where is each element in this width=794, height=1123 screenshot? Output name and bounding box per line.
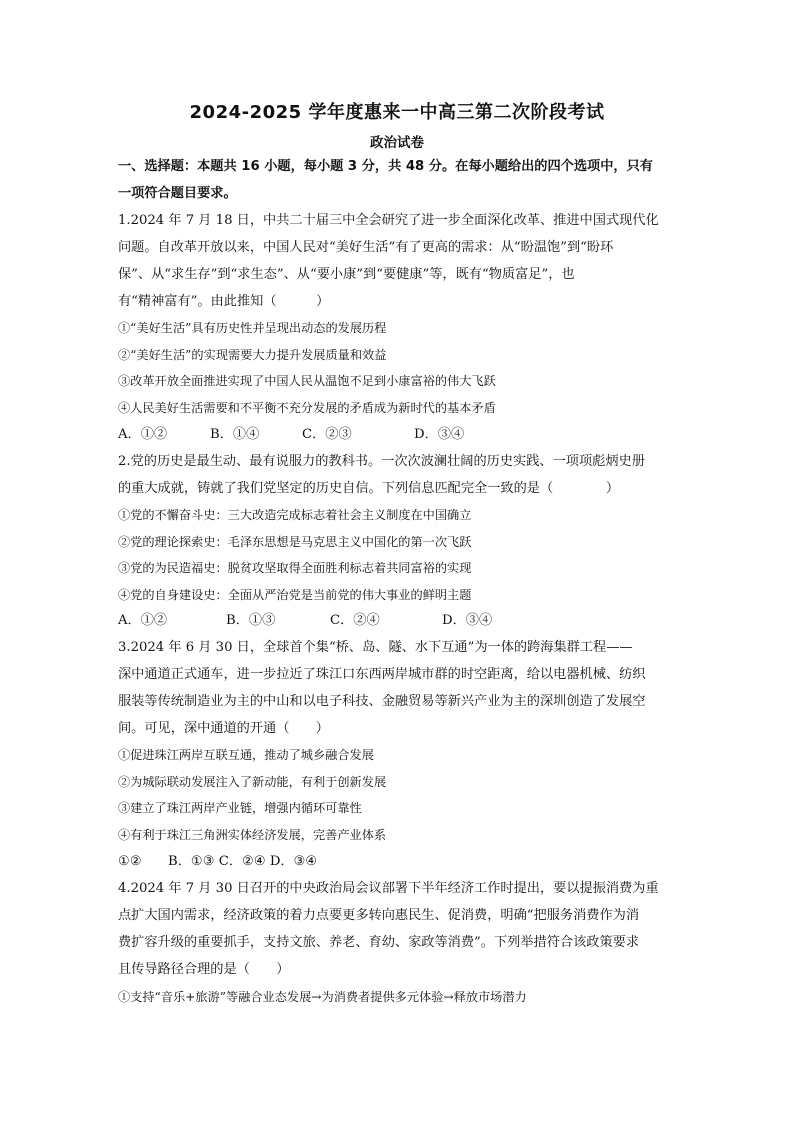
q2-option: ④党的自身建设史：全面从严治党是当前党的伟大事业的鲜明主题	[118, 588, 472, 602]
q4-stem-line: 且传导路径合理的是（ ）	[118, 962, 290, 977]
q2-choice-a: A．①②	[118, 613, 168, 628]
q1-option: ④人民美好生活需要和不平衡不充分发展的矛盾成为新时代的基本矛盾	[118, 401, 496, 415]
q3-option: ④有利于珠江三角洲实体经济发展，完善产业体系	[118, 828, 387, 842]
q1-stem-line: 保”、从“求生存”到“求生态”、从“要小康”到“要健康”等，既有“物质富足”，也	[118, 267, 575, 282]
q1-choice-a: A．①②	[118, 427, 168, 442]
q3-stem-line: 服装等传统制造业为主的中山和以电子科技、金融贸易等新兴产业为主的深圳创造了发展空	[118, 694, 646, 709]
q3-option: ①促进珠江两岸互联互通，推动了城乡融合发展	[118, 748, 374, 762]
exam-subtitle: 政治试卷	[370, 135, 424, 151]
exam-title: 2024-2025 学年度惠来一中高三第二次阶段考试	[189, 102, 605, 123]
q3-choices: ①② B．①③ C．②④ D．③④	[118, 854, 318, 869]
q1-option: ②“美好生活”的实现需要大力提升发展质量和效益	[118, 348, 387, 362]
q1-stem-line: 问题。自改革开放以来，中国人民对“美好生活”有了更高的需求：从“盼温饱”到“盼环	[118, 240, 614, 255]
q2-choices	[118, 611, 492, 631]
q4-stem-line: 点扩大国内需求，经济政策的着力点要更多转向惠民生、促消费，明确“把服务消费作为消	[118, 908, 640, 923]
q2-choice-d: D．③④	[442, 613, 493, 628]
section-heading-line-2: 一项符合题目要求。	[118, 186, 237, 201]
q4-stem-line: 费扩容升级的重要抓手，支持文旅、养老、育幼、家政等消费”。下列举措符合该政策要求	[118, 935, 640, 950]
q3-option: ②为城际联动发展注入了新动能，有利于创新发展	[118, 775, 387, 789]
q3-option: ③建立了珠江两岸产业链，增强内循环可靠性	[118, 801, 362, 815]
q1-option: ③改革开放全面推进实现了中国人民从温饱不足到小康富裕的伟大飞跃	[118, 374, 496, 388]
q2-option: ③党的为民造福史：脱贫攻坚取得全面胜利标志着共同富裕的实现	[118, 561, 472, 575]
q3-stem-line: 深中通道正式通车，进一步拉近了珠江口东西两岸城市群的时空距离，给以电器机械、纺织	[118, 667, 646, 682]
q2-choice-c: C．②④	[330, 613, 380, 628]
q1-choices	[118, 425, 464, 445]
q2-choice-b: B．①③	[226, 613, 276, 628]
q2-option: ①党的不懈奋斗史：三大改造完成标志着社会主义制度在中国确立	[118, 508, 472, 522]
q3-stem-line: 3.2024 年 6 月 30 日，全球首个集“桥、岛、隧、水下互通”为一体的跨海集群工程——	[118, 640, 633, 655]
q4-option: ①支持“音乐+旅游”等融合业态发展→为消费者提供多元体验→释放市场潜力	[118, 990, 527, 1004]
q1-option: ①“美好生活”具有历史性并呈现出动态的发展历程	[118, 321, 387, 335]
q4-stem-line: 4.2024 年 7 月 30 日召开的中央政治局会议部署下半年经济工作时提出，要以提振消费为重	[118, 881, 659, 896]
section-heading-line-1: 一、选择题：本题共 16 小题，每小题 3 分，共 48 分。在每小题给出的四个选项中，只有	[118, 159, 653, 174]
q2-option: ②党的理论探索史：毛泽东思想是马克思主义中国化的第一次飞跃	[118, 535, 472, 549]
q3-stem-line: 间。可见，深中通道的开通（ ）	[118, 721, 329, 736]
q1-choice-c: C．②③	[302, 427, 352, 442]
q1-stem-line: 1.2024 年 7 月 18 日，中共二十届三中全会研究了进一步全面深化改革、推进中国式现代化	[118, 213, 659, 228]
q1-choice-b: B．①④	[210, 427, 260, 442]
q2-stem-line: 2.党的历史是最生动、最有说服力的教科书。一次次波澜壮阔的历史实践、一项项彪炳史册	[118, 454, 645, 469]
q1-choice-d: D．③④	[414, 427, 465, 442]
q2-stem-line: 的重大成就，铸就了我们党坚定的历史自信。下列信息匹配完全一致的是（ ）	[118, 481, 620, 496]
q1-stem-line: 有“精神富有”。由此推知（ ）	[118, 294, 330, 309]
